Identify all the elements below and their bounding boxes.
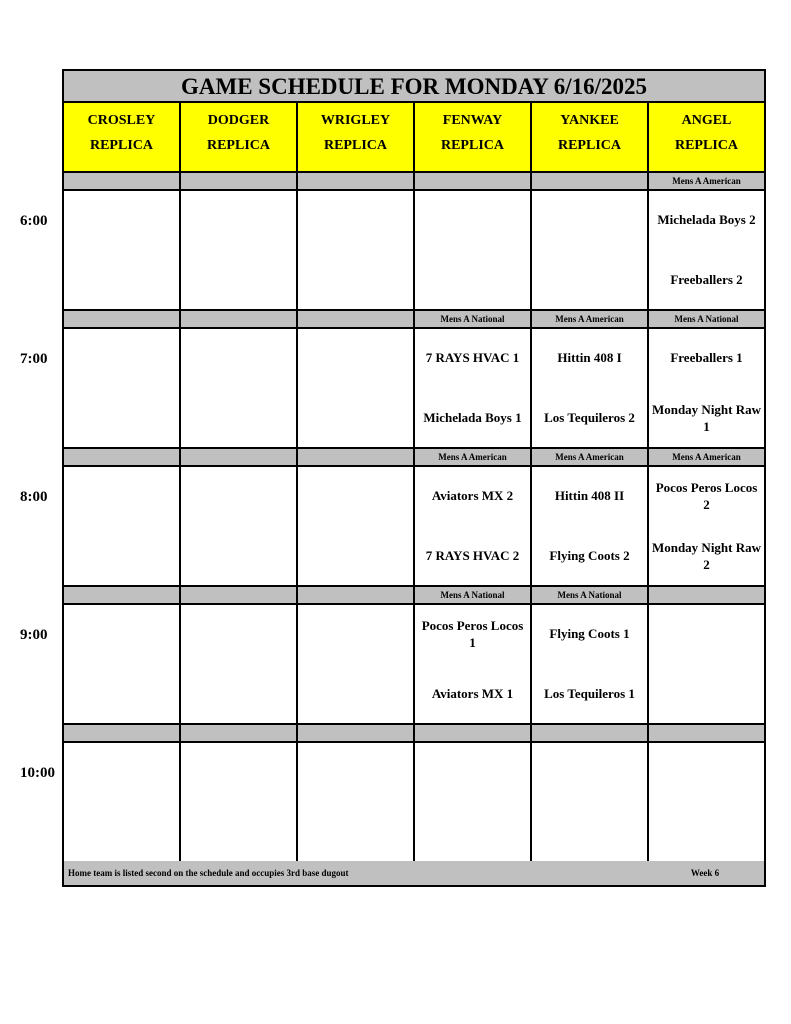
division-label: Mens A National <box>532 587 649 605</box>
schedule-table <box>62 69 766 887</box>
field-header-yankee <box>532 103 649 173</box>
field-header-crosley <box>64 103 181 173</box>
home-team: Freeballers 2 <box>670 272 743 287</box>
division-label <box>181 173 298 191</box>
field-name: FENWAY <box>442 113 503 128</box>
field-name: DODGER <box>207 113 270 128</box>
time-slot <box>64 725 764 863</box>
division-label <box>181 311 298 329</box>
game-cell <box>64 743 181 863</box>
game-cell <box>415 191 532 311</box>
division-label <box>298 311 415 329</box>
field-header-wrigley <box>298 103 415 173</box>
division-label: Mens A National <box>649 311 764 329</box>
time-label: 8:00 <box>20 489 48 505</box>
field-name: YANKEE <box>560 113 619 128</box>
game-cell <box>649 467 764 587</box>
game-cell <box>415 467 532 587</box>
division-row <box>64 725 764 743</box>
division-label <box>64 311 181 329</box>
game-cell <box>181 191 298 311</box>
division-row <box>64 587 764 605</box>
division-label <box>298 587 415 605</box>
division-label <box>298 725 415 743</box>
time-label: 7:00 <box>20 351 48 367</box>
game-row <box>64 605 764 725</box>
game-cell <box>181 329 298 449</box>
field-subtitle: REPLICA <box>89 138 153 153</box>
game-cell <box>298 467 415 587</box>
game-row <box>64 191 764 311</box>
game-cell <box>649 191 764 311</box>
page-title: GAME SCHEDULE FOR MONDAY 6/16/2025 <box>64 71 764 103</box>
game-cell <box>181 743 298 863</box>
division-label <box>415 725 532 743</box>
division-label <box>649 725 764 743</box>
field-name: ANGEL <box>681 113 732 128</box>
division-row <box>64 173 764 191</box>
game-cell <box>298 191 415 311</box>
division-label <box>64 449 181 467</box>
away-team: Freeballers 1 <box>670 350 743 365</box>
division-label <box>532 173 649 191</box>
time-label: 6:00 <box>20 213 48 229</box>
away-team: Pocos Peros Locos 1 <box>421 618 524 650</box>
home-team: Monday Night Raw 1 <box>651 402 762 434</box>
home-team: 7 RAYS HVAC 2 <box>425 548 520 563</box>
game-cell <box>532 329 649 449</box>
field-header-row <box>64 103 764 173</box>
field-subtitle: REPLICA <box>674 138 738 153</box>
game-cell <box>415 329 532 449</box>
division-label: Mens A National <box>415 311 532 329</box>
home-team: Michelada Boys 1 <box>423 410 522 425</box>
game-cell <box>415 743 532 863</box>
division-row <box>64 449 764 467</box>
division-label <box>181 449 298 467</box>
game-cell <box>649 605 764 725</box>
home-team: Aviators MX 1 <box>431 686 514 701</box>
game-cell <box>532 191 649 311</box>
time-slot <box>64 173 764 311</box>
division-label: Mens A American <box>532 311 649 329</box>
division-row <box>64 311 764 329</box>
footer-note: Home team is listed second on the schedule and occupies 3rd base dugout <box>68 868 349 878</box>
game-cell <box>298 329 415 449</box>
division-label: Mens A American <box>532 449 649 467</box>
away-team: Michelada Boys 2 <box>657 212 756 227</box>
time-label: 9:00 <box>20 627 48 643</box>
footer-bar <box>64 861 764 885</box>
field-subtitle: REPLICA <box>206 138 270 153</box>
game-cell <box>532 605 649 725</box>
home-team: Los Tequileros 2 <box>544 410 635 425</box>
away-team: Aviators MX 2 <box>431 488 514 503</box>
division-label <box>64 173 181 191</box>
division-label <box>415 173 532 191</box>
division-label: Mens A National <box>415 587 532 605</box>
away-team: Pocos Peros Locos 2 <box>655 480 758 512</box>
game-cell <box>64 329 181 449</box>
away-team: 7 RAYS HVAC 1 <box>425 350 520 365</box>
field-header-angel <box>649 103 764 173</box>
time-slot <box>64 449 764 587</box>
field-header-fenway <box>415 103 532 173</box>
division-label <box>298 449 415 467</box>
game-cell <box>532 467 649 587</box>
time-slot <box>64 587 764 725</box>
week-label: Week 6 <box>690 868 720 878</box>
field-subtitle: REPLICA <box>440 138 504 153</box>
game-cell <box>532 743 649 863</box>
game-cell <box>64 191 181 311</box>
division-label: Mens A American <box>415 449 532 467</box>
game-cell <box>415 605 532 725</box>
division-label <box>298 173 415 191</box>
division-label <box>532 725 649 743</box>
division-label <box>181 587 298 605</box>
division-label <box>64 587 181 605</box>
game-cell <box>64 467 181 587</box>
time-slot <box>64 311 764 449</box>
division-label: Mens A American <box>649 173 764 191</box>
field-subtitle: REPLICA <box>557 138 621 153</box>
away-team: Hittin 408 I <box>557 350 622 365</box>
game-cell <box>298 605 415 725</box>
home-team: Los Tequileros 1 <box>544 686 635 701</box>
field-header-dodger <box>181 103 298 173</box>
game-row <box>64 329 764 449</box>
game-cell <box>298 743 415 863</box>
game-cell <box>181 605 298 725</box>
game-row <box>64 743 764 863</box>
game-cell <box>181 467 298 587</box>
away-team: Flying Coots 1 <box>549 626 630 641</box>
game-row <box>64 467 764 587</box>
time-label: 10:00 <box>20 765 55 781</box>
home-team: Flying Coots 2 <box>549 548 630 563</box>
division-label <box>64 725 181 743</box>
field-name: WRIGLEY <box>320 113 391 128</box>
game-cell <box>64 605 181 725</box>
field-name: CROSLEY <box>87 113 156 128</box>
game-cell <box>649 743 764 863</box>
division-label: Mens A American <box>649 449 764 467</box>
away-team: Hittin 408 II <box>554 488 625 503</box>
field-subtitle: REPLICA <box>323 138 387 153</box>
home-team: Monday Night Raw 2 <box>651 540 762 572</box>
game-cell <box>649 329 764 449</box>
division-label <box>181 725 298 743</box>
division-label <box>649 587 764 605</box>
